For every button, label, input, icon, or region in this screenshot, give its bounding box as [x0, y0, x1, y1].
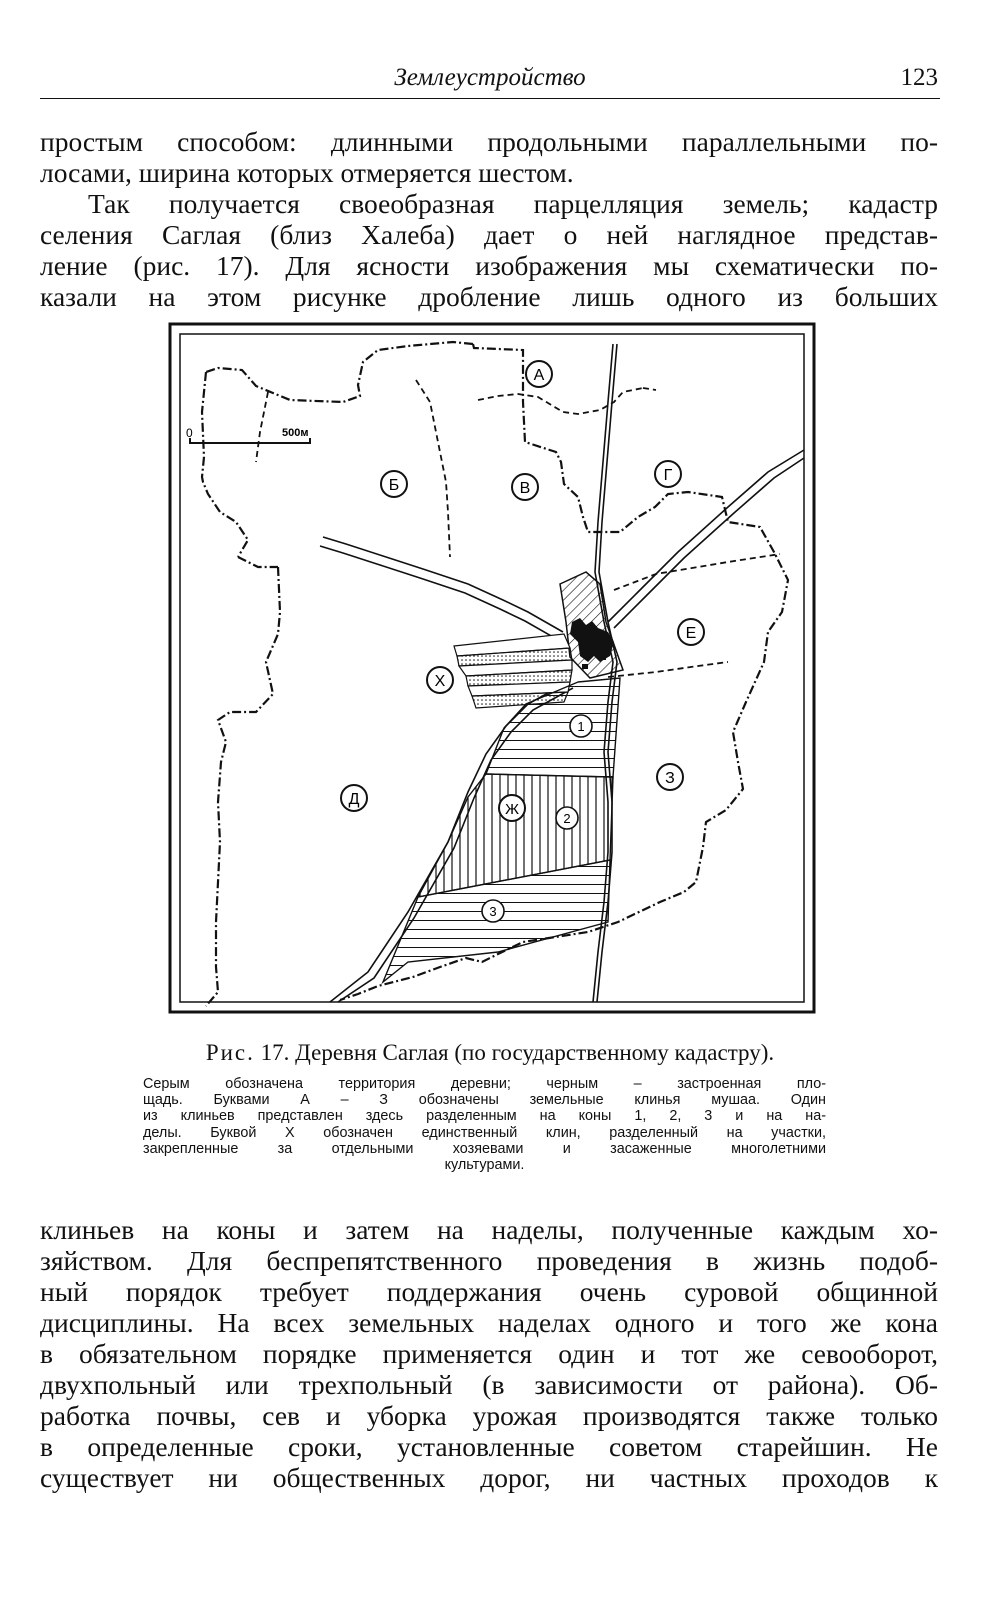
- svg-text:Ж: Ж: [505, 801, 519, 818]
- scale-zero: 0: [186, 426, 193, 440]
- paragraph-bottom: [40, 1214, 938, 1493]
- wedge-label-v: [512, 474, 538, 500]
- svg-text:Г: Г: [663, 467, 673, 484]
- caption-line: из клиньев представлен здесь разделенным на коны 1, 2, 3 и на на-: [143, 1108, 826, 1125]
- text-line: ление (рис. 17). Для ясности изображения мы схематически по-: [40, 250, 938, 281]
- scale-length: 500м: [282, 427, 309, 439]
- figure-caption-body: [143, 1076, 826, 1173]
- figure-caption-title: [140, 1040, 840, 1066]
- text-line: дисциплины. На всех земельных наделах одного и того же кона: [40, 1307, 938, 1338]
- text-line: в определенные сроки, установленные советом старейшин. Не: [40, 1431, 938, 1462]
- svg-text:Е: Е: [685, 625, 697, 642]
- kon-label-1: [570, 715, 592, 737]
- text-line: работка почвы, сев и уборка урожая производятся также только: [40, 1400, 938, 1431]
- text-line: лосами, ширина которых отмеряется шестом.: [40, 157, 574, 188]
- wedge-label-g: [655, 461, 681, 487]
- text-line: в обязательном порядке применяется один и тот же севооборот,: [40, 1338, 938, 1369]
- village-map: [168, 322, 816, 1014]
- caption-line: делы. Буквой Х обозначен единственный клин, разделенный на участки,: [143, 1124, 826, 1141]
- caption-line: Серым обозначена территория деревни; черным – застроенная пло-: [143, 1076, 826, 1092]
- svg-text:В: В: [519, 480, 531, 497]
- caption-line: щадь. Буквами А – З обозначены земельные клинья мушаа. Один: [143, 1092, 826, 1109]
- svg-text:З: З: [665, 770, 675, 787]
- wedge-label-z: [657, 764, 683, 790]
- svg-text:1: 1: [577, 719, 585, 734]
- svg-text:А: А: [533, 367, 545, 384]
- wedge-label-e: [678, 619, 704, 645]
- svg-text:Х: Х: [434, 673, 446, 690]
- text-line: казали на этом рисунке дробление лишь одного из больших: [40, 281, 938, 312]
- caption-line: культурами.: [444, 1156, 525, 1173]
- kon-label-3: [482, 900, 504, 922]
- header-title: Землеустройство: [394, 64, 586, 91]
- text-line: простым способом: длинными продольными параллельными по-: [40, 126, 938, 157]
- wedge-label-d: [341, 785, 367, 811]
- kon-label-2: [556, 807, 578, 829]
- text-line: существует ни общественных дорог, ни частных проходов к: [40, 1462, 938, 1493]
- text-line: двухпольный или трехпольный (в зависимости от района). Об-: [40, 1369, 938, 1400]
- caption-prefix: Рис.: [205, 1040, 255, 1065]
- scale-bar: [186, 426, 310, 444]
- wedge-label-x: [427, 667, 453, 693]
- wedge-label-a: [526, 361, 552, 387]
- text-line: клиньев на коны и затем на наделы, полученные каждым хо-: [40, 1214, 938, 1245]
- svg-text:Д: Д: [348, 791, 360, 808]
- caption-title-text: 17. Деревня Саглая (по государственному кадастру).: [260, 1040, 775, 1065]
- text-line: Так получается своеобразная парцелляция земель; кадастр: [88, 188, 938, 219]
- svg-text:2: 2: [563, 811, 571, 826]
- text-line: ный порядок требует поддержания очень суровой общинной: [40, 1276, 938, 1307]
- wedge-label-b: [381, 471, 407, 497]
- running-header: [40, 62, 940, 99]
- svg-text:Б: Б: [388, 477, 400, 494]
- svg-text:3: 3: [489, 904, 497, 919]
- caption-line: закрепленные за отдельными хозяевами и засаженные многолетними: [143, 1140, 826, 1157]
- text-line: зяйством. Для беспрепятственного проведения в жизнь подоб-: [40, 1245, 938, 1276]
- paragraph-top: [40, 126, 938, 312]
- village-map-figure: [168, 322, 816, 1014]
- wedge-label-zh: [499, 795, 525, 821]
- page-number: 123: [900, 64, 938, 91]
- text-line: селения Саглая (близ Халеба) дает о ней наглядное представ-: [40, 219, 938, 250]
